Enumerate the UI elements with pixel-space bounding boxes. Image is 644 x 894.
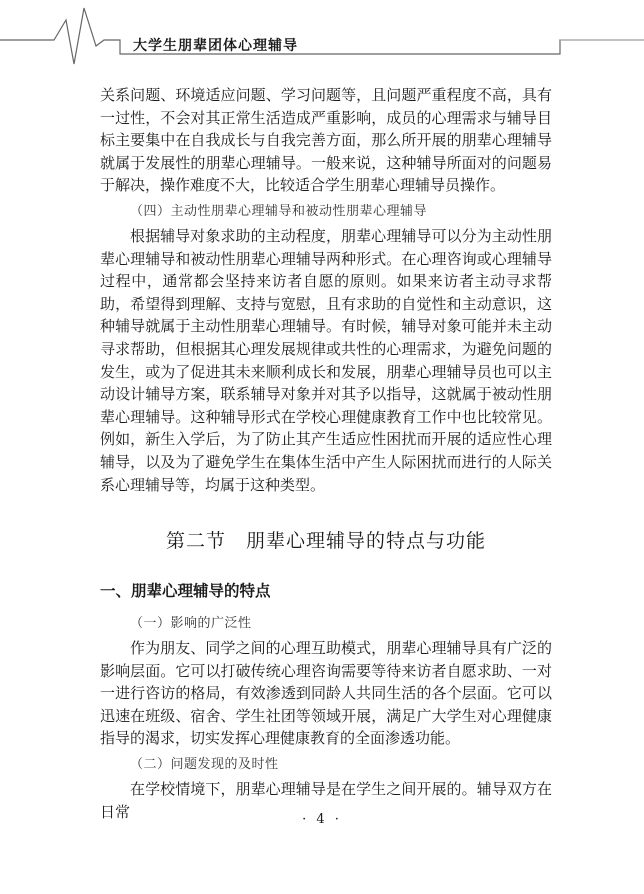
subsection-heading: （四）主动性朋辈心理辅导和被动性朋辈心理辅导: [130, 203, 428, 219]
heartbeat-line-icon: [0, 0, 644, 80]
subsection-heading: （一）影响的广泛性: [130, 616, 252, 632]
page-header: [0, 0, 644, 80]
subsection-heading: （二）问题发现的及时性: [130, 757, 279, 773]
heading-level-2: 一、朋辈心理辅导的特点: [100, 582, 271, 601]
page-body: [100, 84, 552, 823]
section-title: 第二节 朋辈心理辅导的特点与功能: [165, 530, 486, 553]
paragraph: 关系问题、环境适应问题、学习问题等，且问题严重程度不高，具有一过性，不会对其正常生活造成严重影响，成员的心理需求与辅导目标主要集中在自我成长与自我完善方面，那么所开展的朋辈心理辅导就属于发展性的朋辈心理辅导。一般来说，这种辅导所面对的问题易于解决，操作难度不大，比较适合学生朋辈心理辅导员操作。: [100, 86, 552, 195]
page-number: · 4 ·: [302, 812, 342, 827]
paragraph: 作为朋友、同学之间的心理互助模式，朋辈心理辅导具有广泛的影响层面。它可以打破传统心理咨询需要等待来访者自愿求助、一对一进行咨访的格局，有效渗透到同龄人共同生活的各个层面。它可以迅速在班级、宿舍、学生社团等领域开展，满足广大学生对心理健康指导的渴求，切实发挥心理健康教育的全面渗透功能。: [100, 639, 552, 748]
running-header-title: 大学生朋辈团体心理辅导: [133, 38, 298, 54]
paragraph: 在学校情境下，朋辈心理辅导是在学生之间开展的。辅导双方在日常: [100, 780, 552, 821]
paragraph: 根据辅导对象求助的主动程度，朋辈心理辅导可以分为主动性朋辈心理辅导和被动性朋辈心理辅导两种形式。在心理咨询或心理辅导过程中，通常都会坚持来访者自愿的原则。如果来访者主动寻求帮助，希望得到理解、支持与宽慰，且有求助的自觉性和主动意识，这种辅导就属于主动性朋辈心理辅导。有时候，辅导对象可能并未主动寻求帮助，但根据其心理发展规律或共性的心理需求，为避免问题的发生，或为了促进其未来顺利成长和发展，朋辈心理辅导员也可以主动设计辅导方案，联系辅导对象并对其予以指导，这就属于被动性朋辈心理辅导。这种辅导形式在学校心理健康教育工作中也比较常见。例如，新生入学后，为了防止其产生适应性困扰而开展的适应性心理辅导，以及为了避免学生在集体生活中产生人际困扰而进行的人际关系心理辅导等，均属于这种类型。: [100, 226, 552, 494]
